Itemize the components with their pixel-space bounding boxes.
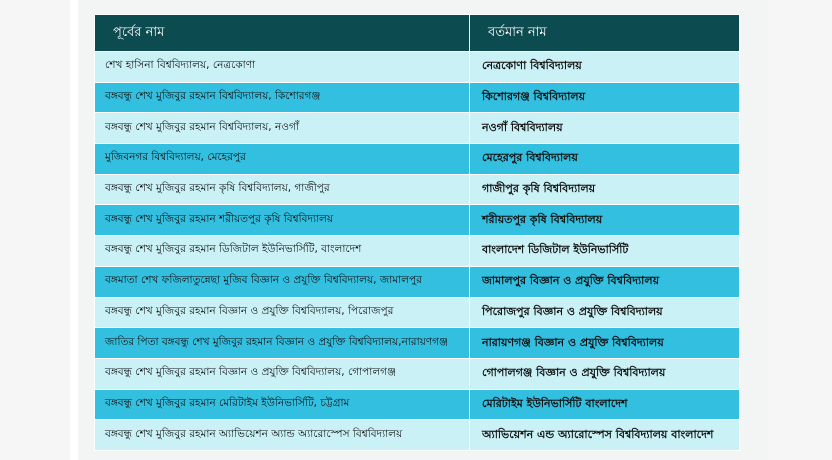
header-previous-name: পূর্বের নাম <box>95 15 470 52</box>
old-name-cell: মুজিবনগর বিশ্ববিদ্যালয়, মেহেরপুর <box>95 144 470 175</box>
table-row <box>95 389 740 420</box>
old-name-cell: বঙ্গবন্ধু শেখ মুজিবুর রহমান বিশ্ববিদ্যালয়, কিশোরগঞ্জ <box>95 82 470 113</box>
table-row <box>95 82 740 113</box>
table-row <box>95 328 740 359</box>
table-row <box>95 420 740 451</box>
new-name-cell: জামালপুর বিজ্ঞান ও প্রযুক্তি বিশ্ববিদ্যালয় <box>470 266 740 297</box>
new-name-cell: নেত্রকোণা বিশ্ববিদ্যালয় <box>470 52 740 83</box>
new-name-cell: নারায়ণগঞ্জ বিজ্ঞান ও প্রযুক্তি বিশ্ববিদ্যালয় <box>470 328 740 359</box>
new-name-cell: পিরোজপুর বিজ্ঞান ও প্রযুক্তি বিশ্ববিদ্যালয় <box>470 297 740 328</box>
new-name-cell: গাজীপুর কৃষি বিশ্ববিদ্যালয় <box>470 174 740 205</box>
old-name-cell: বঙ্গবন্ধু শেখ মুজিবুর রহমান অ্যাভিয়েশন অ্যান্ড অ্যারোস্পেস বিশ্ববিদ্যালয় <box>95 420 470 451</box>
old-name-cell: বঙ্গবন্ধু শেখ মুজিবুর রহমান মেরিটাইম ইউনিভার্সিটি, চট্টগ্রাম <box>95 389 470 420</box>
new-name-cell: বাংলাদেশ ডিজিটাল ইউনিভার্সিটি <box>470 236 740 267</box>
table-row <box>95 174 740 205</box>
table-row <box>95 52 740 83</box>
new-name-cell: শরীয়তপুর কৃষি বিশ্ববিদ্যালয় <box>470 205 740 236</box>
old-name-cell: বঙ্গবন্ধু শেখ মুজিবুর রহমান বিশ্ববিদ্যালয়, নওগাঁ <box>95 113 470 144</box>
table-row <box>95 205 740 236</box>
old-name-cell: বঙ্গবন্ধু শেখ মুজিবুর রহমান বিজ্ঞান ও প্রযুক্তি বিশ্ববিদ্যালয়, গোপালগঞ্জ <box>95 358 470 389</box>
table-body <box>95 52 740 451</box>
old-name-cell: বঙ্গবন্ধু শেখ মুজিবুর রহমান ডিজিটাল ইউনিভার্সিটি, বাংলাদেশ <box>95 236 470 267</box>
table-row <box>95 113 740 144</box>
old-name-cell: বঙ্গবন্ধু শেখ মুজিবুর রহমান কৃষি বিশ্ববিদ্যালয়, গাজীপুর <box>95 174 470 205</box>
table-row <box>95 358 740 389</box>
right-margin <box>768 0 832 460</box>
new-name-cell: মেরিটাইম ইউনিভার্সিটি বাংলাদেশ <box>470 389 740 420</box>
header-current-name: বর্তমান নাম <box>470 15 740 52</box>
old-name-cell: জাতির পিতা বঙ্গবন্ধু শেখ মুজিবুর রহমান বিজ্ঞান ও প্রযুক্তি বিশ্ববিদ্যালয়,নারায়ণগঞ্জ <box>95 328 470 359</box>
table-row <box>95 236 740 267</box>
table-header-row <box>95 15 740 52</box>
old-name-cell: বঙ্গবন্ধু শেখ মুজিবুর রহমান শরীয়তপুর কৃষি বিশ্ববিদ্যালয় <box>95 205 470 236</box>
left-margin <box>0 0 70 460</box>
old-name-cell: শেখ হাসিনা বিশ্ববিদ্যালয়, নেত্রকোণা <box>95 52 470 83</box>
table-row <box>95 266 740 297</box>
old-name-cell: বঙ্গবন্ধু শেখ মুজিবুর রহমান বিজ্ঞান ও প্রযুক্তি বিশ্ববিদ্যালয়, পিরোজপুর <box>95 297 470 328</box>
new-name-cell: গোপালগঞ্জ বিজ্ঞান ও প্রযুক্তি বিশ্ববিদ্যালয় <box>470 358 740 389</box>
new-name-cell: কিশোরগঞ্জ বিশ্ববিদ্যালয় <box>470 82 740 113</box>
new-name-cell: অ্যাভিয়েশন এন্ড অ্যারোস্পেস বিশ্ববিদ্যালয় বাংলাদেশ <box>470 420 740 451</box>
new-name-cell: নওগাঁ বিশ্ববিদ্যালয় <box>470 113 740 144</box>
table-row <box>95 297 740 328</box>
table-row <box>95 144 740 175</box>
old-name-cell: বঙ্গমাতা শেখ ফজিলাতুন্নেছা মুজিব বিজ্ঞান ও প্রযুক্তি বিশ্ববিদ্যালয়, জামালপুর <box>95 266 470 297</box>
new-name-cell: মেহেরপুর বিশ্ববিদ্যালয় <box>470 144 740 175</box>
name-change-table <box>94 14 740 451</box>
